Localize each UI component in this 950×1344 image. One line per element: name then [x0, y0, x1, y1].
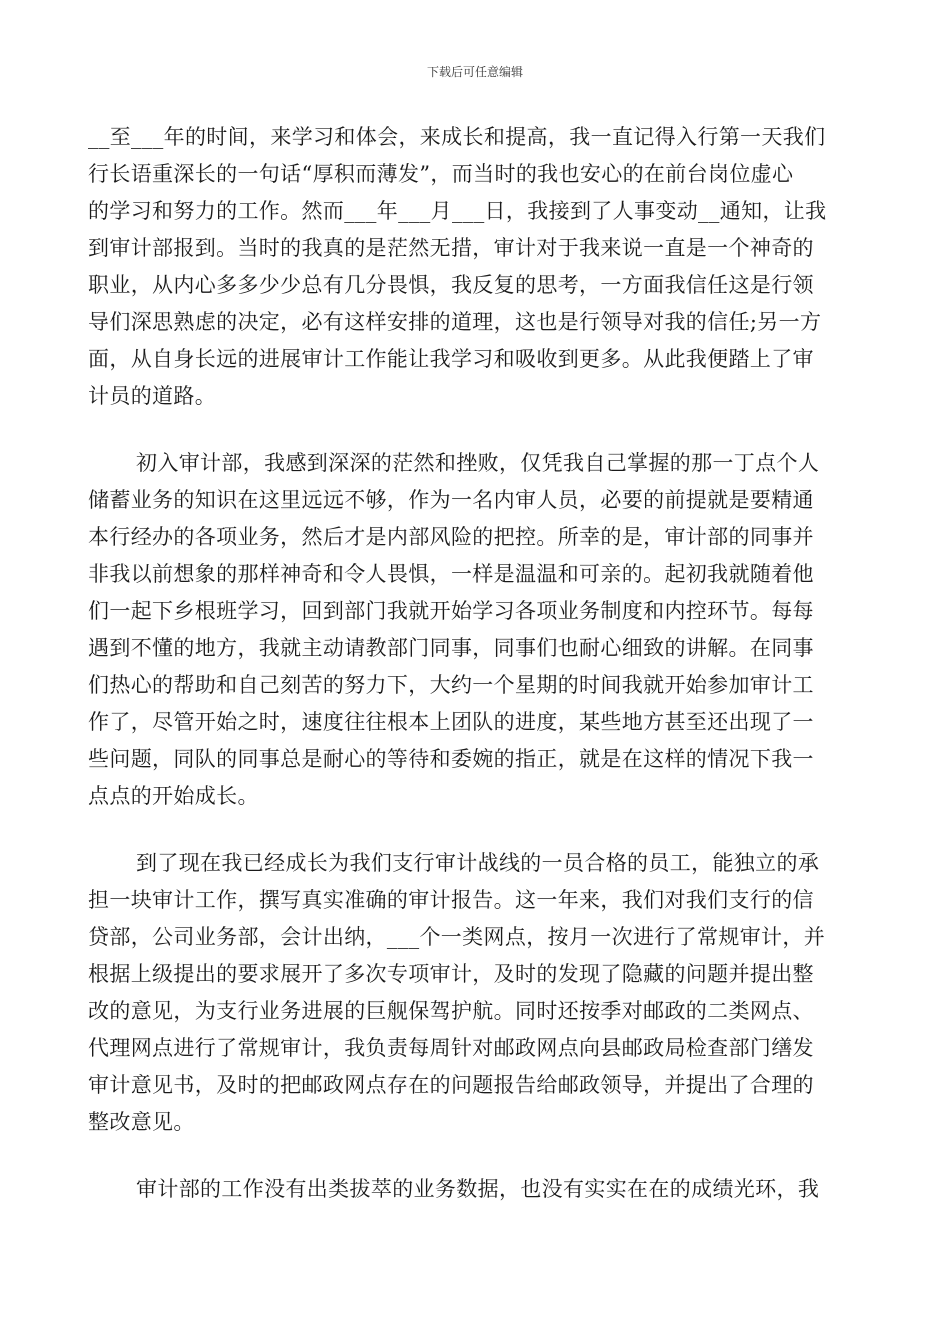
text-line: 作了，尽管开始之时，速度往往根本上团队的进度，某些地方甚至还出现了一 [88, 710, 814, 734]
paragraph-3 [88, 845, 856, 1141]
text-line: 们热心的帮助和自己刻苦的努力下，大约一个星期的时间我就开始参加审计工 [88, 673, 814, 697]
text-line: 计员的道路。 [88, 384, 217, 408]
text-line: 根据上级提出的要求展开了多次专项审计，及时的发现了隐藏的问题并提出整 [88, 962, 814, 986]
text-line: 面，从自身长远的进展审计工作能让我学习和吸收到更多。从此我便踏上了审 [88, 347, 814, 371]
text-line: 代理网点进行了常规审计，我负责每周针对邮政网点向县邮政局检查部门缮发 [88, 1036, 814, 1060]
paragraph-1 [88, 119, 856, 415]
paragraph-2 [88, 445, 856, 815]
text-line: 担一块审计工作，撰写真实准确的审计报告。这一年来，我们对我们支行的信 [88, 888, 814, 912]
text-line: 些问题，同队的同事总是耐心的等待和委婉的指正，就是在这样的情况下我一 [88, 747, 814, 771]
text-line: 们一起下乡根班学习，回到部门我就开始学习各项业务制度和内控环节。每每 [88, 599, 814, 623]
paragraph-spacer [88, 1141, 856, 1171]
page-header: 下载后可任意编辑 [426, 65, 523, 79]
text-line: 初入审计部，我感到深深的茫然和挫败，仅凭我自己掌握的那一丁点个人 [136, 451, 820, 475]
text-line: __至___年的时间，来学习和体会，来成长和提高，我一直记得入行第一天我们 [88, 125, 826, 149]
text-line: 到审计部报到。当时的我真的是茫然无措，审计对于我来说一直是一个神奇的 [88, 236, 814, 260]
text-line: 导们深思熟虑的决定，必有这样安排的道理，这也是行领导对我的信任;另一方 [88, 310, 822, 334]
text-line: 审计意见书，及时的把邮政网点存在的问题报告给邮政领导，并提出了合理的 [88, 1073, 814, 1097]
document-body [88, 119, 856, 1208]
text-line: 非我以前想象的那样神奇和令人畏惧，一样是温温和可亲的。起初我就随着他 [88, 562, 814, 586]
text-line: 点点的开始成长。 [88, 784, 259, 808]
paragraph-4 [88, 1171, 856, 1208]
text-line: 改的意见，为支行业务进展的巨舰保驾护航。同时还按季对邮政的二类网点、 [88, 999, 814, 1023]
text-line: 遇到不懂的地方，我就主动请教部门同事，同事们也耐心细致的讲解。在同事 [88, 636, 814, 660]
text-line: 审计部的工作没有出类拔萃的业务数据，也没有实实在在的成绩光环，我 [136, 1177, 820, 1201]
text-line: 本行经办的各项业务，然后才是内部风险的把控。所幸的是，审计部的同事并 [88, 525, 814, 549]
text-line: 职业，从内心多多少少总有几分畏惧，我反复的思考，一方面我信任这是行领 [88, 273, 814, 297]
paragraph-spacer [88, 815, 856, 845]
text-line: 行长语重深长的一句话“厚积而薄发”，而当时的我也安心的在前台岗位虚心 [88, 162, 794, 186]
text-line: 整改意见。 [88, 1110, 195, 1134]
text-line: 的学习和努力的工作。然而___年___月___日，我接到了人事变动__通知，让我 [88, 199, 827, 223]
text-line: 到了现在我已经成长为我们支行审计战线的一员合格的员工，能独立的承 [136, 851, 820, 875]
paragraph-spacer [88, 415, 856, 445]
text-line: 储蓄业务的知识在这里远远不够，作为一名内审人员，必要的前提就是要精通 [88, 488, 814, 512]
text-line: 贷部，公司业务部，会计出纳，___个一类网点，按月一次进行了常规审计，并 [88, 925, 826, 949]
